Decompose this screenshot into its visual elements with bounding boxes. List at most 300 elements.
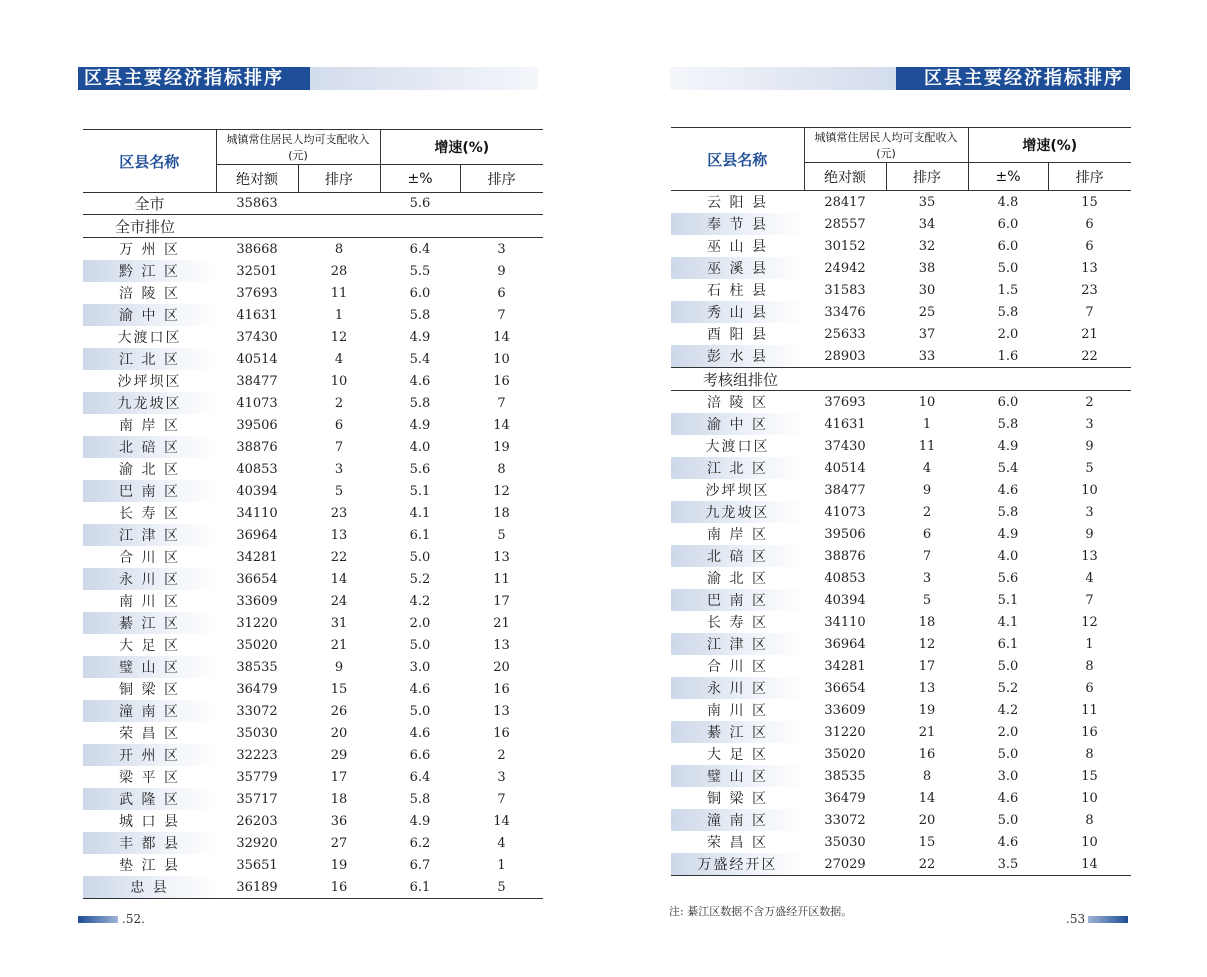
row-abs: 37693 bbox=[236, 285, 278, 301]
table-row bbox=[83, 744, 543, 766]
row-pct: 4.6 bbox=[997, 834, 1019, 850]
left-header-bar bbox=[78, 67, 538, 90]
table-row bbox=[671, 677, 1131, 699]
table-row bbox=[671, 853, 1131, 876]
section-row bbox=[83, 215, 543, 238]
col-header-rank: 排序 bbox=[886, 163, 968, 191]
row-name: 万 州 区 bbox=[119, 242, 180, 258]
row-name: 城 口 县 bbox=[119, 814, 180, 830]
row-pct: 2.0 bbox=[409, 615, 431, 631]
row-rank: 14 bbox=[918, 790, 936, 806]
row-pct: 6.4 bbox=[409, 769, 431, 785]
left-page bbox=[0, 0, 600, 977]
row-pct: 4.9 bbox=[409, 417, 431, 433]
row-pct: 6.1 bbox=[409, 527, 431, 543]
row-name: 潼 南 区 bbox=[671, 809, 804, 831]
row-name: 荣 昌 区 bbox=[707, 835, 768, 851]
table-row bbox=[671, 721, 1131, 743]
row-abs: 38477 bbox=[236, 373, 278, 389]
row-name: 璧 山 区 bbox=[83, 656, 216, 678]
row-pct: 5.0 bbox=[997, 658, 1019, 674]
row-name: 涪 陵 区 bbox=[119, 286, 180, 302]
row-name: 江 津 区 bbox=[83, 524, 216, 546]
row-name: 渝 中 区 bbox=[671, 413, 804, 435]
row-abs: 35779 bbox=[236, 769, 278, 785]
row-rank: 15 bbox=[330, 681, 348, 697]
col-header-growth: 增速(%) bbox=[968, 128, 1131, 163]
row-pct: 6.2 bbox=[409, 835, 431, 851]
row-abs: 40853 bbox=[236, 461, 278, 477]
row-name: 巴 南 区 bbox=[83, 480, 216, 502]
row-abs: 35651 bbox=[236, 857, 278, 873]
row-abs: 35030 bbox=[236, 725, 278, 741]
row-rank: 8 bbox=[334, 241, 344, 257]
row-abs: 38477 bbox=[824, 482, 866, 498]
row-rank: 12 bbox=[330, 329, 348, 345]
row-rank2: 16 bbox=[493, 373, 510, 389]
table-row bbox=[671, 809, 1131, 831]
table-row bbox=[671, 611, 1131, 633]
row-rank2: 15 bbox=[1081, 768, 1098, 784]
row-pct: 5.0 bbox=[409, 549, 431, 565]
row-rank2: 19 bbox=[493, 439, 510, 455]
table-row bbox=[671, 501, 1131, 523]
row-abs: 41073 bbox=[236, 395, 278, 411]
row-pct: 2.0 bbox=[997, 326, 1019, 342]
row-pct: 5.8 bbox=[409, 791, 431, 807]
row-pct: 5.0 bbox=[409, 703, 431, 719]
table-row bbox=[83, 348, 543, 370]
table-row bbox=[671, 479, 1131, 501]
section-row bbox=[671, 368, 1131, 391]
total-name: 全市 bbox=[83, 193, 216, 215]
row-rank: 13 bbox=[330, 527, 348, 543]
row-abs: 35020 bbox=[824, 746, 866, 762]
row-rank2: 12 bbox=[493, 483, 510, 499]
table-row bbox=[671, 457, 1131, 479]
row-rank: 6 bbox=[922, 526, 932, 542]
row-rank: 32 bbox=[918, 238, 936, 254]
right-page bbox=[603, 0, 1207, 977]
row-rank: 3 bbox=[334, 461, 344, 477]
row-name: 江 津 区 bbox=[671, 633, 804, 655]
row-name: 铜 梁 区 bbox=[119, 682, 180, 698]
row-rank2: 6 bbox=[1085, 216, 1094, 232]
row-rank2: 23 bbox=[1081, 282, 1098, 298]
row-pct: 4.0 bbox=[997, 548, 1019, 564]
row-abs: 38535 bbox=[236, 659, 278, 675]
row-rank2: 15 bbox=[1081, 194, 1098, 210]
row-rank: 30 bbox=[918, 282, 936, 298]
row-pct: 5.2 bbox=[997, 680, 1019, 696]
row-rank2: 4 bbox=[497, 835, 506, 851]
row-abs: 36189 bbox=[216, 876, 298, 899]
row-rank: 25 bbox=[918, 304, 936, 320]
row-rank: 10 bbox=[330, 373, 348, 389]
row-name: 合 川 区 bbox=[707, 659, 768, 675]
row-rank: 35 bbox=[918, 194, 936, 210]
row-rank2: 6 bbox=[1085, 238, 1094, 254]
row-pct: 4.6 bbox=[409, 373, 431, 389]
row-pct: 1.5 bbox=[997, 282, 1019, 298]
row-rank2: 13 bbox=[1081, 260, 1098, 276]
table-row bbox=[671, 235, 1131, 257]
row-rank2: 20 bbox=[493, 659, 510, 675]
row-abs: 32920 bbox=[236, 835, 278, 851]
col-header-name: 区县名称 bbox=[671, 128, 804, 191]
row-name: 九龙坡区 bbox=[671, 501, 804, 523]
table-row bbox=[671, 787, 1131, 809]
row-name: 荣 昌 区 bbox=[119, 726, 180, 742]
table-row bbox=[83, 788, 543, 810]
row-rank2: 10 bbox=[1081, 482, 1098, 498]
table-row bbox=[83, 656, 543, 678]
row-pct: 4.6 bbox=[997, 482, 1019, 498]
row-rank: 34 bbox=[918, 216, 936, 232]
table-row bbox=[83, 458, 543, 480]
row-rank: 19 bbox=[918, 702, 936, 718]
table-row bbox=[83, 722, 543, 744]
row-abs: 41073 bbox=[824, 504, 866, 520]
row-pct: 4.9 bbox=[409, 329, 431, 345]
row-pct: 4.2 bbox=[997, 702, 1019, 718]
row-rank: 11 bbox=[918, 438, 936, 454]
right-data-table bbox=[671, 127, 1131, 876]
row-abs: 37693 bbox=[824, 394, 866, 410]
row-rank2: 13 bbox=[493, 549, 510, 565]
table-row bbox=[83, 304, 543, 326]
row-rank: 28 bbox=[330, 263, 348, 279]
row-abs: 40514 bbox=[236, 351, 278, 367]
row-abs: 37430 bbox=[236, 329, 278, 345]
table-row bbox=[671, 655, 1131, 677]
row-rank2: 14 bbox=[493, 329, 510, 345]
row-rank2: 14 bbox=[1048, 853, 1131, 876]
row-rank: 14 bbox=[330, 571, 348, 587]
row-name: 沙坪坝区 bbox=[117, 374, 182, 390]
section-title: 全市排位 bbox=[83, 215, 543, 238]
row-pct: 5.6 bbox=[997, 570, 1019, 586]
table-row bbox=[671, 279, 1131, 301]
row-rank2: 7 bbox=[1085, 592, 1094, 608]
row-rank: 22 bbox=[886, 853, 968, 876]
table-row bbox=[83, 282, 543, 304]
row-pct: 6.4 bbox=[409, 241, 431, 257]
row-rank2: 3 bbox=[1085, 504, 1094, 520]
row-abs: 39506 bbox=[824, 526, 866, 542]
row-rank: 12 bbox=[918, 636, 936, 652]
row-rank2: 17 bbox=[493, 593, 510, 609]
total-row bbox=[83, 193, 543, 215]
row-rank2: 21 bbox=[1081, 326, 1098, 342]
table-row bbox=[671, 213, 1131, 235]
row-rank: 31 bbox=[330, 615, 348, 631]
table-row bbox=[83, 326, 543, 348]
row-pct: 5.0 bbox=[409, 637, 431, 653]
row-rank: 2 bbox=[922, 504, 932, 520]
row-rank2: 11 bbox=[493, 571, 510, 587]
row-rank: 3 bbox=[922, 570, 932, 586]
row-abs: 36964 bbox=[236, 527, 278, 543]
row-name: 大 足 区 bbox=[119, 638, 180, 654]
row-name: 渝 中 区 bbox=[83, 304, 216, 326]
row-abs: 33476 bbox=[824, 304, 866, 320]
table-row bbox=[671, 301, 1131, 323]
col-header-rank2: 排序 bbox=[460, 165, 543, 193]
row-pct: 5.8 bbox=[997, 416, 1019, 432]
row-rank2: 10 bbox=[1081, 790, 1098, 806]
row-abs: 35717 bbox=[236, 791, 278, 807]
row-rank2: 9 bbox=[1085, 438, 1094, 454]
row-rank: 11 bbox=[330, 285, 348, 301]
col-header-abs: 绝对额 bbox=[804, 163, 886, 191]
row-name: 大渡口区 bbox=[705, 439, 770, 455]
table-row bbox=[83, 238, 543, 261]
row-rank2: 7 bbox=[497, 395, 506, 411]
footnote: 注: 綦江区数据不含万盛经开区数据。 bbox=[669, 905, 853, 918]
row-pct: 3.0 bbox=[997, 768, 1019, 784]
table-row bbox=[83, 634, 543, 656]
row-rank: 4 bbox=[334, 351, 344, 367]
row-name: 南 川 区 bbox=[119, 594, 180, 610]
row-rank: 21 bbox=[330, 637, 348, 653]
table-row bbox=[671, 191, 1131, 214]
row-rank2: 3 bbox=[1085, 416, 1094, 432]
row-rank2: 1 bbox=[1085, 636, 1094, 652]
row-name: 垫 江 县 bbox=[119, 858, 180, 874]
table-row bbox=[671, 257, 1131, 279]
row-name: 巴 南 区 bbox=[671, 589, 804, 611]
table-row bbox=[83, 546, 543, 568]
row-rank: 8 bbox=[922, 768, 932, 784]
section-title: 考核组排位 bbox=[671, 368, 1131, 391]
row-pct: 4.9 bbox=[409, 813, 431, 829]
row-name: 江 北 区 bbox=[83, 348, 216, 370]
row-name: 江 北 区 bbox=[671, 457, 804, 479]
row-rank: 7 bbox=[334, 439, 344, 455]
table-row bbox=[83, 854, 543, 876]
row-rank2: 2 bbox=[1085, 394, 1094, 410]
table-row bbox=[671, 743, 1131, 765]
row-name: 九龙坡区 bbox=[83, 392, 216, 414]
row-rank2: 8 bbox=[1085, 812, 1094, 828]
row-abs: 31220 bbox=[824, 724, 866, 740]
row-rank2: 8 bbox=[497, 461, 506, 477]
row-rank: 7 bbox=[922, 548, 932, 564]
row-rank2: 13 bbox=[493, 637, 510, 653]
right-header-title: 区县主要经济指标排序 bbox=[924, 68, 1124, 89]
row-name: 云 阳 县 bbox=[707, 195, 768, 211]
row-abs: 25633 bbox=[824, 326, 866, 342]
row-pct: 2.0 bbox=[997, 724, 1019, 740]
row-name: 丰 都 县 bbox=[83, 832, 216, 854]
row-name: 渝 北 区 bbox=[707, 571, 768, 587]
row-name: 北 碚 区 bbox=[83, 436, 216, 458]
row-rank2: 9 bbox=[1085, 526, 1094, 542]
row-rank2: 10 bbox=[1081, 834, 1098, 850]
col-header-rank: 排序 bbox=[298, 165, 380, 193]
row-abs: 40394 bbox=[236, 483, 278, 499]
row-rank: 9 bbox=[922, 482, 932, 498]
row-rank2: 16 bbox=[493, 681, 510, 697]
row-rank: 5 bbox=[334, 483, 344, 499]
total-abs: 35863 bbox=[216, 193, 298, 215]
table-row bbox=[671, 831, 1131, 853]
row-pct: 4.2 bbox=[409, 593, 431, 609]
row-pct: 4.6 bbox=[409, 681, 431, 697]
row-rank: 13 bbox=[918, 680, 936, 696]
row-name: 綦 江 区 bbox=[83, 612, 216, 634]
row-pct: 6.1 bbox=[380, 876, 460, 899]
row-abs: 41631 bbox=[236, 307, 278, 323]
row-rank: 20 bbox=[918, 812, 936, 828]
row-rank: 20 bbox=[330, 725, 348, 741]
row-rank2: 8 bbox=[1085, 658, 1094, 674]
row-name: 巫 溪 县 bbox=[671, 257, 804, 279]
row-rank2: 16 bbox=[493, 725, 510, 741]
row-pct: 6.1 bbox=[997, 636, 1019, 652]
right-header-bar bbox=[670, 67, 1130, 90]
table-row bbox=[671, 413, 1131, 435]
row-abs: 33609 bbox=[236, 593, 278, 609]
row-rank2: 9 bbox=[497, 263, 506, 279]
row-pct: 5.0 bbox=[997, 260, 1019, 276]
row-rank: 15 bbox=[918, 834, 936, 850]
row-abs: 24942 bbox=[824, 260, 866, 276]
row-abs: 35030 bbox=[824, 834, 866, 850]
table-row bbox=[83, 392, 543, 414]
row-pct: 4.6 bbox=[997, 790, 1019, 806]
row-pct: 5.8 bbox=[409, 307, 431, 323]
table-row bbox=[671, 567, 1131, 589]
table-row bbox=[671, 545, 1131, 567]
row-rank2: 5 bbox=[1085, 460, 1094, 476]
col-header-pct: ±% bbox=[380, 165, 460, 193]
row-rank2: 4 bbox=[1085, 570, 1094, 586]
row-abs: 28417 bbox=[824, 194, 866, 210]
row-rank: 1 bbox=[334, 307, 344, 323]
col-header-pct: ±% bbox=[968, 163, 1048, 191]
table-row bbox=[83, 700, 543, 722]
row-rank2: 11 bbox=[1081, 702, 1098, 718]
row-abs: 33072 bbox=[824, 812, 866, 828]
table-row bbox=[83, 414, 543, 436]
row-pct: 5.0 bbox=[997, 746, 1019, 762]
row-name: 合 川 区 bbox=[119, 550, 180, 566]
col-header-abs: 绝对额 bbox=[216, 165, 298, 193]
row-name: 秀 山 县 bbox=[671, 301, 804, 323]
table-row bbox=[83, 568, 543, 590]
row-rank: 10 bbox=[918, 394, 936, 410]
row-rank: 24 bbox=[330, 593, 348, 609]
row-pct: 6.0 bbox=[409, 285, 431, 301]
row-name: 南 岸 区 bbox=[707, 527, 768, 543]
row-pct: 6.6 bbox=[409, 747, 431, 763]
row-name: 永 川 区 bbox=[83, 568, 216, 590]
row-abs: 35020 bbox=[236, 637, 278, 653]
row-name: 永 川 区 bbox=[671, 677, 804, 699]
row-abs: 34281 bbox=[236, 549, 278, 565]
total-rank2 bbox=[460, 193, 543, 215]
row-pct: 5.6 bbox=[409, 461, 431, 477]
row-abs: 31220 bbox=[236, 615, 278, 631]
row-pct: 5.4 bbox=[997, 460, 1019, 476]
row-rank: 17 bbox=[918, 658, 936, 674]
row-name: 北 碚 区 bbox=[671, 545, 804, 567]
row-rank: 17 bbox=[330, 769, 348, 785]
row-abs: 33609 bbox=[824, 702, 866, 718]
row-abs: 37430 bbox=[824, 438, 866, 454]
row-name: 长 寿 区 bbox=[119, 506, 180, 522]
left-page-bar bbox=[78, 916, 118, 923]
row-abs: 27029 bbox=[804, 853, 886, 876]
row-pct: 5.1 bbox=[997, 592, 1019, 608]
table-row bbox=[83, 260, 543, 282]
table-row bbox=[83, 810, 543, 832]
row-rank2: 7 bbox=[1085, 304, 1094, 320]
row-abs: 34110 bbox=[824, 614, 866, 630]
row-rank2: 8 bbox=[1085, 746, 1094, 762]
row-pct: 4.8 bbox=[997, 194, 1019, 210]
row-name: 璧 山 区 bbox=[671, 765, 804, 787]
row-name: 忠 县 bbox=[83, 876, 216, 899]
row-pct: 5.8 bbox=[997, 504, 1019, 520]
row-name: 南 川 区 bbox=[707, 703, 768, 719]
table-row bbox=[83, 524, 543, 546]
row-pct: 5.2 bbox=[409, 571, 431, 587]
row-name: 长 寿 区 bbox=[707, 615, 768, 631]
row-pct: 6.0 bbox=[997, 394, 1019, 410]
row-abs: 38876 bbox=[236, 439, 278, 455]
row-rank: 16 bbox=[298, 876, 380, 899]
table-row bbox=[83, 590, 543, 612]
row-abs: 38535 bbox=[824, 768, 866, 784]
row-rank: 29 bbox=[330, 747, 348, 763]
row-rank2: 7 bbox=[497, 307, 506, 323]
row-name: 武 隆 区 bbox=[83, 788, 216, 810]
row-rank: 37 bbox=[918, 326, 936, 342]
row-name: 潼 南 区 bbox=[83, 700, 216, 722]
row-rank: 33 bbox=[886, 345, 968, 368]
left-page-number: .52. bbox=[122, 912, 145, 926]
row-abs: 40853 bbox=[824, 570, 866, 586]
row-pct: 6.7 bbox=[409, 857, 431, 873]
row-name: 梁 平 区 bbox=[119, 770, 180, 786]
row-pct: 4.1 bbox=[409, 505, 431, 521]
row-name: 黔 江 区 bbox=[83, 260, 216, 282]
row-abs: 36654 bbox=[824, 680, 866, 696]
row-name: 彭 水 县 bbox=[671, 345, 804, 368]
row-pct: 5.4 bbox=[409, 351, 431, 367]
table-row bbox=[671, 589, 1131, 611]
row-abs: 28557 bbox=[824, 216, 866, 232]
row-abs: 39506 bbox=[236, 417, 278, 433]
row-rank: 16 bbox=[918, 746, 936, 762]
row-pct: 3.0 bbox=[409, 659, 431, 675]
row-abs: 36964 bbox=[824, 636, 866, 652]
table-row bbox=[671, 323, 1131, 345]
row-rank2: 10 bbox=[493, 351, 510, 367]
row-rank2: 3 bbox=[497, 241, 506, 257]
row-name: 大渡口区 bbox=[117, 330, 182, 346]
row-abs: 38668 bbox=[236, 241, 278, 257]
table-row bbox=[671, 633, 1131, 655]
row-pct: 1.6 bbox=[968, 345, 1048, 368]
row-rank: 26 bbox=[330, 703, 348, 719]
row-name: 开 州 区 bbox=[83, 744, 216, 766]
row-rank: 27 bbox=[330, 835, 348, 851]
row-abs: 38876 bbox=[824, 548, 866, 564]
